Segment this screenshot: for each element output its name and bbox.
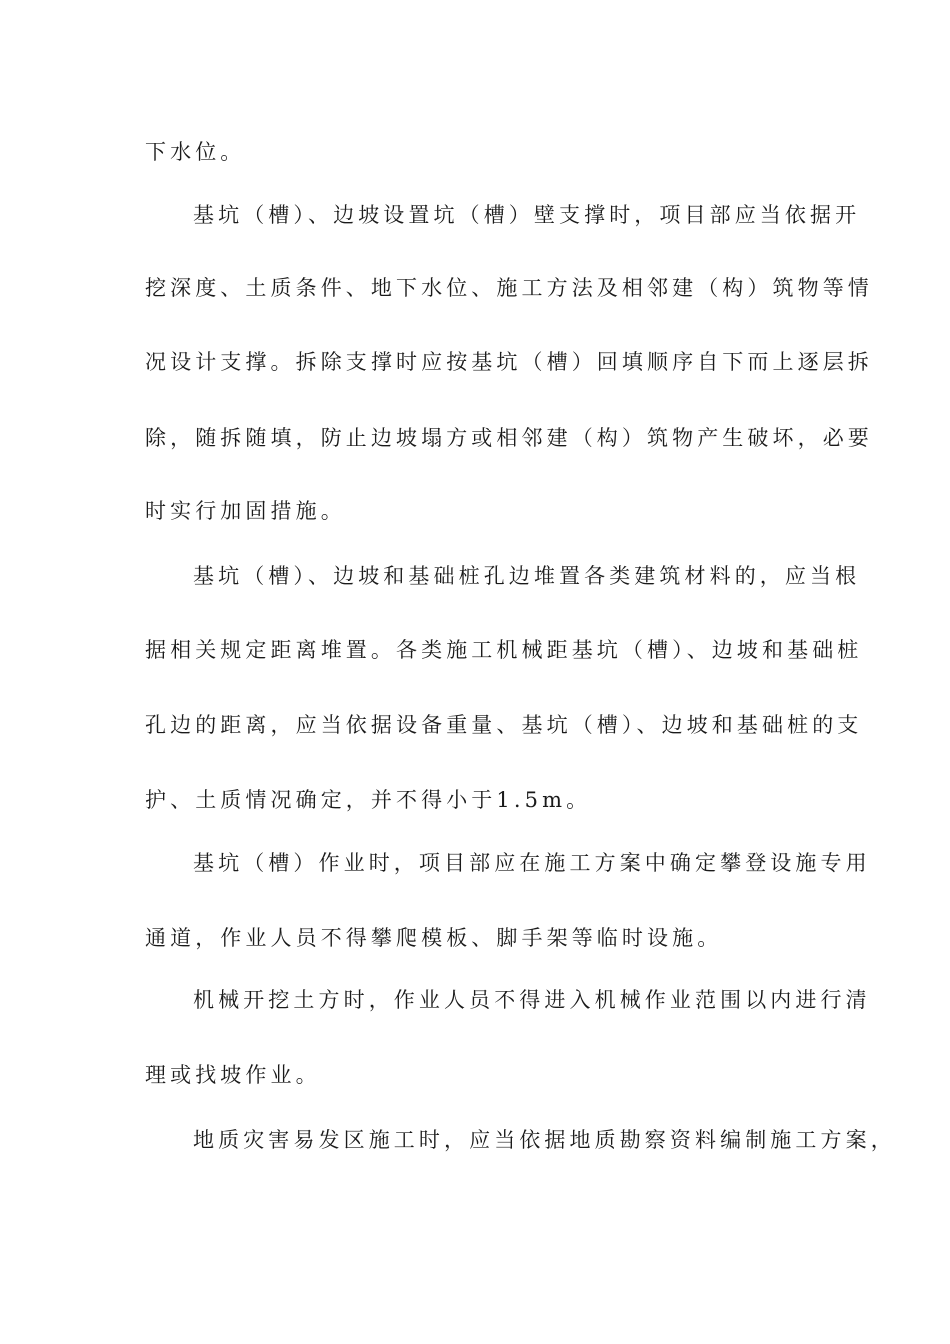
text-line: 通道，作业人员不得攀爬模板、脚手架等临时设施。: [145, 926, 723, 950]
paragraph-start-line: 基坑（槽）作业时，项目部应在施工方案中确定攀登设施专用: [193, 851, 871, 875]
text-line: 护、土质情况确定，并不得小于1.5m。: [145, 788, 592, 812]
paragraph-start-line: 基坑（槽）、边坡设置坑（槽）壁支撑时，项目部应当依据开: [193, 203, 861, 227]
paragraph-start-line: 基坑（槽）、边坡和基础桩孔边堆置各类建筑材料的，应当根: [193, 564, 861, 588]
text-line: 下水位。: [145, 140, 246, 164]
text-line: 据相关规定距离堆置。各类施工机械距基坑（槽）、边坡和基础桩: [145, 638, 863, 662]
text-line: 时实行加固措施。: [145, 499, 346, 523]
paragraph-start-line: 机械开挖土方时，作业人员不得进入机械作业范围以内进行清: [193, 988, 871, 1012]
paragraph-start-line: 地质灾害易发区施工时，应当依据地质勘察资料编制施工方案，: [193, 1128, 896, 1152]
text-line: 除，随拆随填，防止边坡塌方或相邻建（构）筑物产生破坏，必要: [145, 426, 873, 450]
text-line: 理或找坡作业。: [145, 1063, 321, 1087]
text-line: 挖深度、土质条件、地下水位、施工方法及相邻建（构）筑物等情: [145, 276, 873, 300]
text-line: 况设计支撑。拆除支撑时应按基坑（槽）回填顺序自下而上逐层拆: [145, 350, 873, 374]
text-line: 孔边的距离，应当依据设备重量、基坑（槽）、边坡和基础桩的支: [145, 713, 863, 737]
